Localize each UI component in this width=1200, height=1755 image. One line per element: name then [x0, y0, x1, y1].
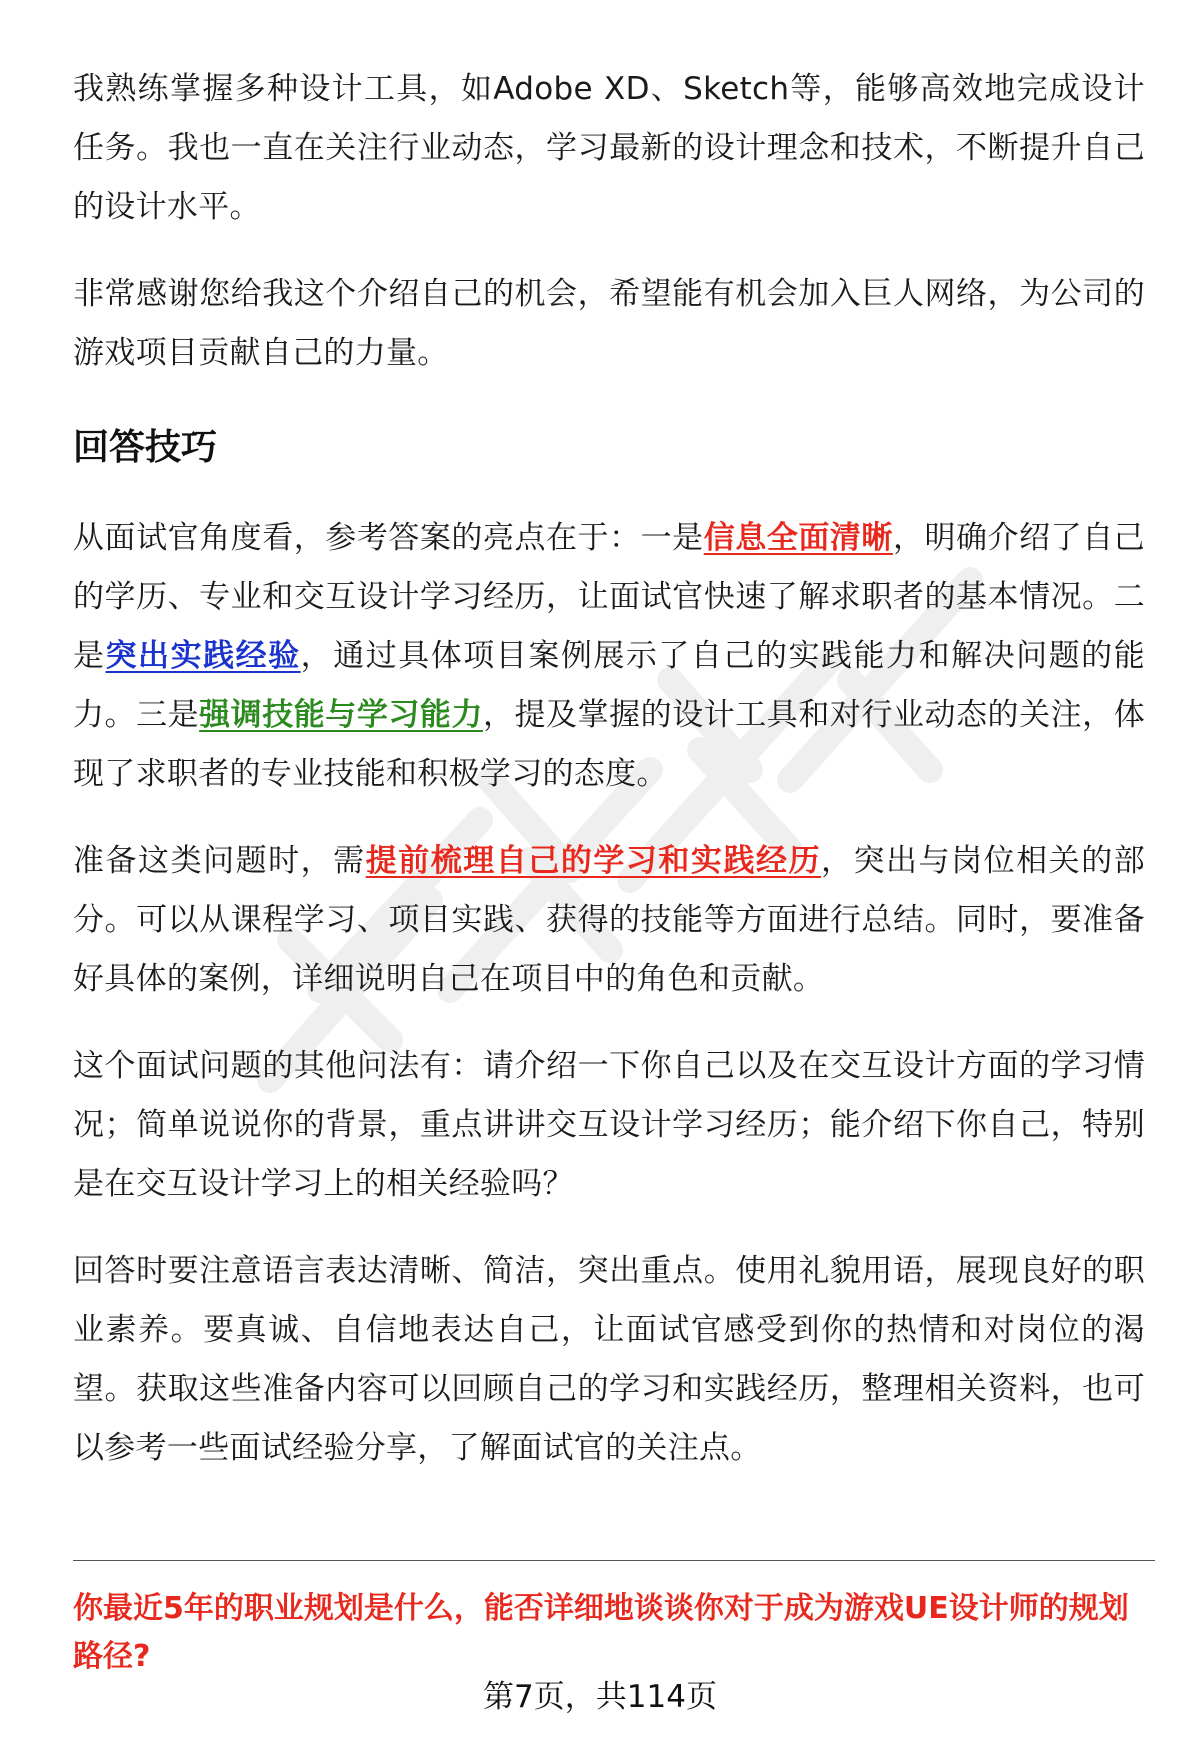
text-run: ，明确介绍了自己的学历、专业和交互设计学习经历，让面试官快速了解求职者的基本情况。二是 — [73, 520, 1145, 674]
text-run: 准备这类问题时，需 — [73, 843, 366, 879]
paragraph-answer-advice: 回答时要注意语言表达清晰、简洁，突出重点。使用礼貌用语，展现良好的职业素养。要真诚、自信地表达自己，让面试官感受到你的热情和对岗位的渴望。获取这些准备内容可以回顾自己的学习和实践经历，整理相关资料，也可以参考一些面试经验分享，了解面试官的关注点。 — [73, 1253, 1145, 1466]
highlight-info-clear: 信息全面清晰 — [703, 520, 893, 556]
text-run: ，通过具体项目案例展示了自己的实践能力和解决问题的能力。三是 — [73, 638, 1145, 733]
paragraph-alternate-questions: 这个面试问题的其他问法有：请介绍一下你自己以及在交互设计方面的学习情况；简单说说你的背景，重点讲讲交互设计学习经历；能介绍下你自己，特别是在交互设计学习上的相关经验吗？ — [73, 1048, 1145, 1202]
next-question-heading: 你最近5年的职业规划是什么，能否详细地谈谈你对于成为游戏UE设计师的规划路径? — [73, 1591, 1129, 1674]
text-run: ，突出与岗位相关的部分。可以从课程学习、项目实践、获得的技能等方面进行总结。同时，要准备好具体的案例，详细说明自己在项目中的角色和贡献。 — [73, 843, 1146, 997]
highlight-review-experience: 提前梳理自己的学习和实践经历 — [365, 843, 822, 879]
paragraph-design-tools: 我熟练掌握多种设计工具，如Adobe XD、Sketch等，能够高效地完成设计任务。我也一直在关注行业动态，学习最新的设计理念和技术，不断提升自己的设计水平。 — [73, 71, 1145, 225]
paragraph-highlights — [73, 509, 1145, 804]
highlight-practice-experience: 突出实践经验 — [105, 638, 301, 674]
page-number: 第7页，共114页 — [483, 1679, 717, 1715]
text-run: 从面试官角度看，参考答案的亮点在于：一是 — [73, 520, 704, 556]
section-title: 回答技巧 — [73, 427, 218, 468]
text-run: ，提及掌握的设计工具和对行业动态的关注，体现了求职者的专业技能和积极学习的态度。 — [73, 697, 1145, 792]
paragraph-preparation — [73, 832, 1145, 1009]
paragraph-thanks: 非常感谢您给我这个介绍自己的机会，希望能有机会加入巨人网络，为公司的游戏项目贡献自己的力量。 — [73, 276, 1145, 371]
highlight-skills-learning: 强调技能与学习能力 — [199, 697, 483, 733]
section-divider — [73, 1560, 1155, 1561]
document-body — [73, 60, 1145, 1506]
